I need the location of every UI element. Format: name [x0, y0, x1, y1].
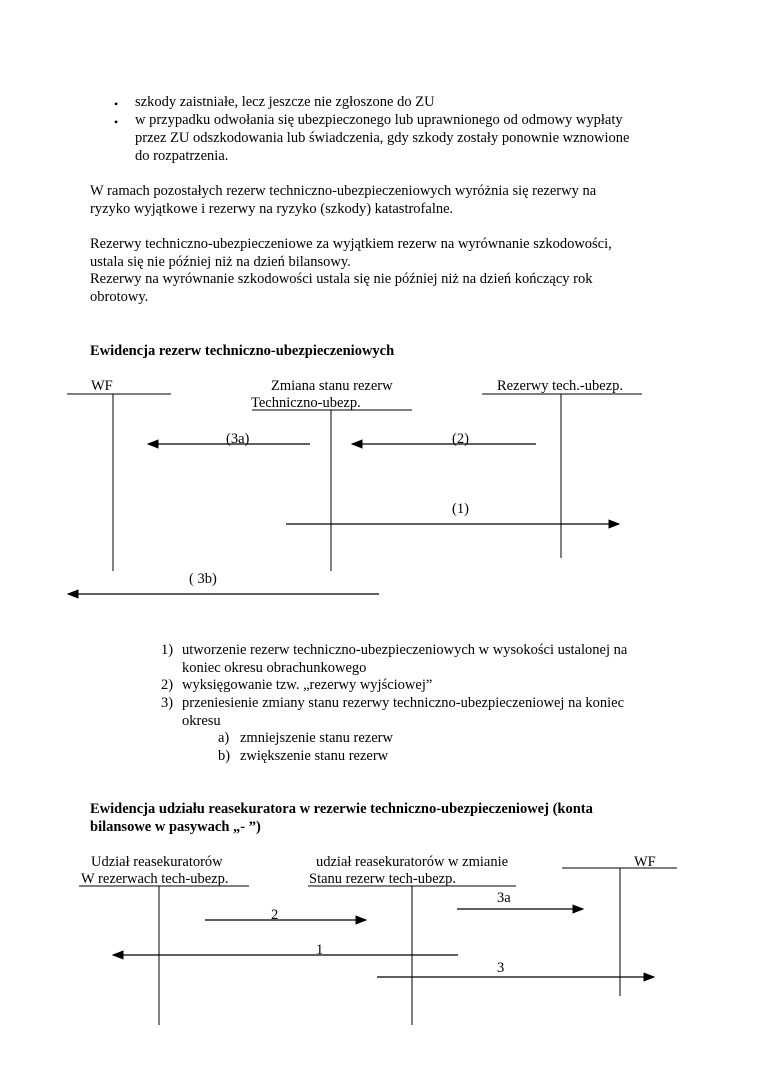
bullet-glyph: •	[114, 115, 119, 129]
arrow2-label-3a: 3a	[497, 890, 511, 906]
section2-heading: Ewidencja udziału reasekuratora w rezerwie techniczno-ubezpieczeniowej (konta	[90, 801, 593, 817]
bullet-text: przez ZU odszkodowania lub świadczenia, gdy szkody zostały ponownie wznowione	[135, 130, 630, 146]
list-item: wyksięgowanie tzw. „rezerwy wyjściowej”	[182, 677, 433, 693]
account-wf2-label: WF	[634, 854, 656, 870]
paragraph-line: obrotowy.	[90, 289, 149, 305]
account-zmiana-label: Zmiana stanu rezerw	[271, 378, 393, 394]
arrow-label-2: (2)	[452, 431, 469, 447]
bullet-glyph: •	[114, 97, 119, 111]
paragraph-line: W ramach pozostałych rezerw techniczno-ubezpieczeniowych wyróżnia się rezerwy na	[90, 183, 597, 199]
bullet-text: do rozpatrzenia.	[135, 148, 229, 164]
account-zmiana-label-2: Techniczno-ubezp.	[251, 395, 361, 411]
list-item: przeniesienie zmiany stanu rezerwy techniczno-ubezpieczeniowej na koniec	[182, 695, 625, 711]
sublist-item: zmniejszenie stanu rezerw	[240, 730, 393, 746]
list-item: koniec okresu obrachunkowego	[182, 660, 367, 676]
section2-heading-2: bilansowe w pasywach „- ”)	[90, 819, 261, 835]
account-zmiana2-label: udział reasekuratorów w zmianie	[316, 854, 509, 870]
bullet-text: szkody zaistniałe, lecz jeszcze nie zgłoszone do ZU	[135, 94, 435, 110]
arrow2-label-1: 1	[316, 942, 324, 958]
account-udzial-label: Udział reasekuratorów	[91, 854, 223, 870]
arrow-label-1: (1)	[452, 501, 469, 517]
arrow2-label-2: 2	[271, 907, 279, 923]
list-item: utworzenie rezerw techniczno-ubezpieczeniowych w wysokości ustalonej na	[182, 642, 628, 658]
paragraph-line: Rezerwy na wyrównanie szkodowości ustala się nie później niż na dzień kończący rok	[90, 271, 593, 287]
list-item: okresu	[182, 713, 221, 729]
sublist-number: b)	[218, 748, 231, 764]
account-zmiana2-label-2: Stanu rezerw tech-ubezp.	[309, 871, 456, 887]
list-number: 2)	[161, 677, 174, 693]
arrow-label-3b: ( 3b)	[189, 571, 217, 587]
arrow-label-3a: (3a)	[226, 431, 250, 447]
account-wf-label: WF	[91, 378, 113, 394]
paragraph-line: ryzyko wyjątkowe i rezerwy na ryzyko (szkody) katastrofalne.	[90, 201, 454, 217]
list-number: 1)	[161, 642, 174, 658]
paragraph-line: ustala się nie później niż na dzień bilansowy.	[90, 254, 351, 270]
list-number: 3)	[161, 695, 174, 711]
account-udzial-label-2: W rezerwach tech-ubezp.	[81, 871, 229, 887]
bullet-text: w przypadku odwołania się ubezpieczonego lub uprawnionego od odmowy wypłaty	[135, 112, 623, 128]
paragraph-line: Rezerwy techniczno-ubezpieczeniowe za wyjątkiem rezerw na wyrównanie szkodowości,	[90, 236, 612, 252]
account-rezerwy-label: Rezerwy tech.-ubezp.	[497, 378, 624, 394]
sublist-number: a)	[218, 730, 230, 746]
section1-heading: Ewidencja rezerw techniczno-ubezpieczeniowych	[90, 343, 395, 359]
arrow2-label-3: 3	[497, 960, 505, 976]
sublist-item: zwiększenie stanu rezerw	[240, 748, 389, 764]
